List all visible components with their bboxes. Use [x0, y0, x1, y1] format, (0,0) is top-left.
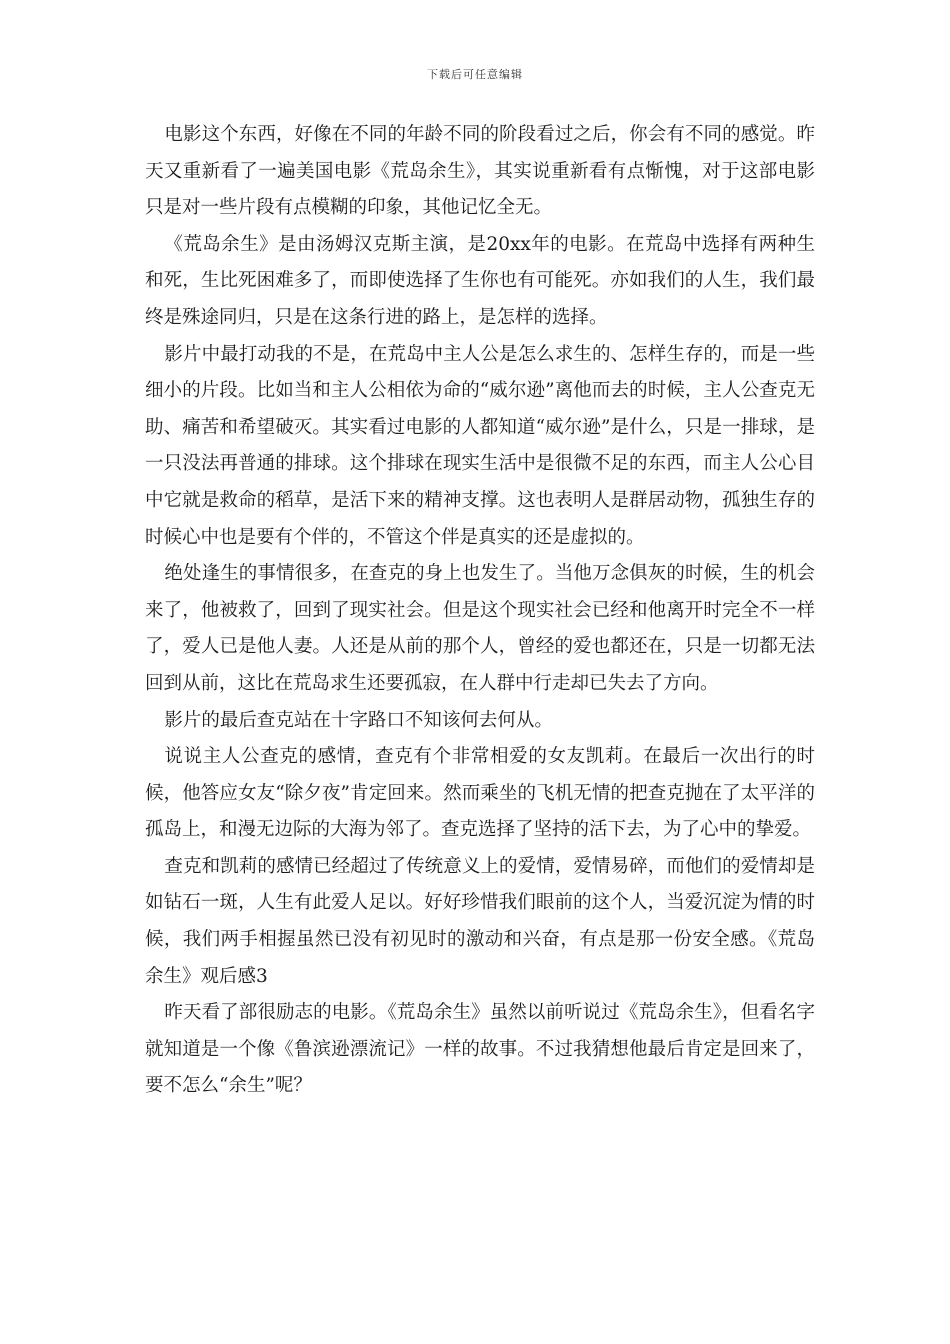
paragraph-6: 说说主人公查克的感情，查克有个非常相爱的女友凯莉。在最后一次出行的时候，他答应女友“除夕夜”肯定回来。然而乘坐的飞机无情的把查克抛在了太平洋的孤岛上，和漫无边际的大海为邻了。查克选择了坚持的活下去，为了心中的挚爱。	[145, 746, 815, 841]
paragraph-5: 影片的最后查克站在十字路口不知该何去何从。	[164, 709, 553, 731]
paragraph-8: 昨天看了部很励志的电影。《荒岛余生》虽然以前听说过《荒岛余生》，但看名字就知道是一个像《鲁滨逊漂流记》一样的故事。不过我猜想他最后肯定是回来了，要不怎么“余生”呢？	[145, 1002, 815, 1097]
paragraph-4: 绝处逢生的事情很多，在查克的身上也发生了。当他万念俱灰的时候，生的机会来了，他被救了，回到了现实社会。但是这个现实社会已经和他离开时完全不一样了，爱人已是他人妻。人还是从前的那个人，曾经的爱也都还在，只是一切都无法回到从前，这比在荒岛求生还要孤寂，在人群中行走却已失去了方向。	[145, 563, 815, 694]
paragraph-3: 影片中最打动我的不是，在荒岛中主人公是怎么求生的、怎样生存的，而是一些细小的片段。比如当和主人公相依为命的“威尔逊”离他而去的时候，主人公查克无助、痛苦和希望破灭。其实看过电影的人都知道“威尔逊”是什么，只是一排球，是一只没法再普通的排球。这个排球在现实生活中是很微不足的东西，而主人公心目中它就是救命的稻草，是活下来的精神支撑。这也表明人是群居动物，孤独生存的时候心中也是要有个伴的，不管这个伴是真实的还是虚拟的。	[145, 343, 815, 548]
paragraph-7: 查克和凯莉的感情已经超过了传统意义上的爱情，爱情易碎，而他们的爱情却是如钻石一斑，人生有此爱人足以。好好珍惜我们眼前的这个人，当爱沉淀为情的时候，我们两手相握虽然已没有初见时的激动和兴奋，有点是那一份安全感。《荒岛余生》观后感3	[145, 855, 815, 987]
paragraph-2: 《荒岛余生》是由汤姆汉克斯主演，是20xx年的电影。在荒岛中选择有两种生和死，生比死困难多了，而即使选择了生你也有可能死。亦如我们的人生，我们最终是殊途同归，只是在这条行进的路上，是怎样的选择。	[145, 233, 815, 328]
page-header: 下载后可任意编辑	[427, 68, 523, 81]
paragraph-1: 电影这个东西，好像在不同的年龄不同的阶段看过之后，你会有不同的感觉。昨天又重新看了一遍美国电影《荒岛余生》，其实说重新看有点惭愧，对于这部电影只是对一些片段有点模糊的印象，其他记忆全无。	[145, 124, 815, 219]
document-body	[145, 117, 815, 1105]
